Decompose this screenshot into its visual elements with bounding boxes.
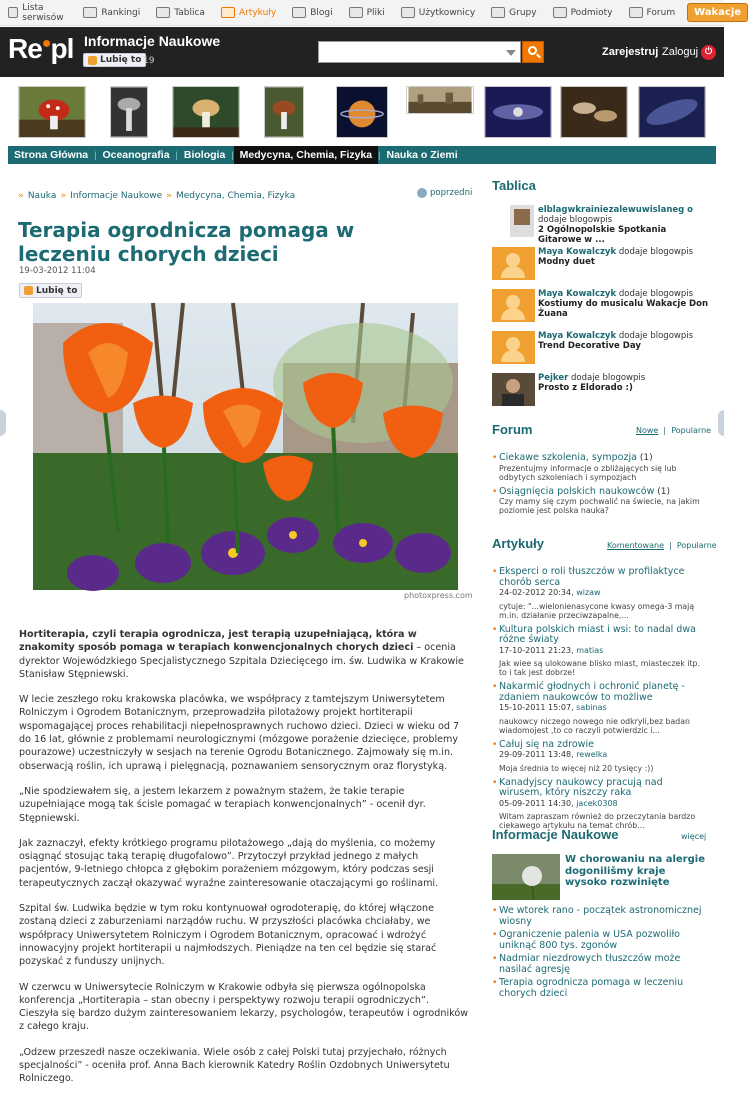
breadcrumb-nauka[interactable]: Nauka — [27, 191, 57, 201]
wiecej-link[interactable]: więcej — [681, 832, 707, 841]
article-title: Terapia ogrodnicza pomaga w leczeniu chorych dzieci — [18, 218, 355, 266]
thumbnail-forest-mushroom[interactable] — [172, 86, 240, 138]
breadcrumb-medycyna[interactable]: Medycyna, Chemia, Fizyka — [175, 191, 296, 201]
pin-icon — [156, 7, 170, 18]
list-item[interactable]: • Kultura polskich miast i wsi: to nadal dwa różne światy 17-10-2011 21:23, matias Jak wiee są ulokowane blisko miast, miasteczek itp. to i tak jest dobrze! — [492, 625, 706, 678]
avatar — [492, 247, 535, 280]
avatar — [492, 289, 535, 322]
edit-icon — [221, 7, 235, 18]
cat-strona-glowna[interactable]: Strona Główna — [14, 149, 89, 161]
previous-link[interactable]: poprzedni — [417, 188, 472, 198]
news-featured-title[interactable]: W chorowaniu na alergie dogonilišmy kraje wysoko rozwinięte — [565, 854, 705, 888]
informacje-list — [492, 906, 706, 1002]
nav-rankingi[interactable]: Rankingi — [75, 0, 148, 26]
image-icon — [349, 7, 363, 18]
chat-icon — [629, 7, 643, 18]
artykuly-tabs: Komentowane | Popularne — [607, 541, 717, 550]
cat-nauka-o-ziemi[interactable]: Nauka o Ziemi — [386, 149, 458, 161]
search-input[interactable] — [318, 41, 521, 63]
article-body — [19, 628, 471, 1098]
list-item[interactable]: • Eksperci o roli tłuszczów w profilaktyce chorób serca 24-02-2012 20:34, wizaw cytuje: "...wielonienasycone kwasy omega-3 mają m.in. działanie przeciwzapalne,... — [492, 567, 706, 620]
double-chevron-icon: » — [18, 191, 24, 201]
breadcrumb-informacje[interactable]: Informacje Naukowe — [70, 191, 163, 201]
double-chevron-icon: » — [166, 191, 172, 201]
tab-nowe[interactable]: Nowe — [636, 426, 659, 435]
tab-popularne[interactable]: Popularne — [671, 426, 712, 435]
thumbnail-planet[interactable] — [336, 86, 388, 138]
cat-biologia[interactable]: Biologia — [183, 149, 226, 161]
list-item[interactable]: • Ograniczenie palenia w USA pozwoliło uniknąć 800 tys. zgonów — [492, 930, 706, 951]
avatar — [492, 373, 535, 406]
next-page-arrow[interactable] — [718, 410, 724, 436]
login-link[interactable]: Zaloguj — [662, 46, 699, 58]
article-lead: Hortiterapia, czyli terapia ogrodnicza, jest terapią uzupełniającą, która w znakomity sposób pomaga w terapiach konwencjonalnych chorych dzieci – ocenia dyrektor Wojewódzkiego Specjalistycznego Szpitala Dziecięcego im. św. Ludwika w Krakowie Stanisław Stępniewski. — [19, 629, 464, 680]
logo-dot-icon: ● — [41, 35, 51, 52]
nav-lista-serwisow[interactable]: Lista serwisów — [0, 0, 75, 26]
site-logo[interactable]: Re●pl — [8, 33, 74, 64]
forum-list — [492, 453, 706, 520]
list-item[interactable]: • Całuj się na zdrowie 29-09-2011 13:48, rewelka Moja średnia to więcej niż 20 tysięcy :)) — [492, 740, 706, 773]
forum-heading[interactable]: Forum — [492, 422, 533, 437]
article-paragraph: Jak zaznaczył, efekty krótkiego programu pilotażowego „dają do myślenia, co możemy osiągnąć stosując taką terapię długofalowo”. Przytoczył przykład jednego z małych pacjentów, 9-letniego chłopca z głębokim porażeniem mózgowym, który podczas sesji terapeutycznych zaczął okazywać wyraźne zainteresowanie otaczającymi go roślinami. — [19, 837, 439, 889]
building-icon — [553, 7, 567, 18]
news-photo-dandelion[interactable] — [492, 854, 560, 900]
nav-tablica[interactable]: Tablica — [148, 0, 213, 26]
chevron-down-icon[interactable] — [506, 50, 516, 56]
thumbnail-brown-mushroom[interactable] — [264, 86, 304, 138]
informacje-heading[interactable]: Informacje Naukowe — [492, 827, 619, 842]
list-item[interactable]: • Terapia ogrodnicza pomaga w leczeniu chorych dzieci — [492, 978, 706, 999]
nav-uzytkownicy[interactable]: Użytkownicy — [393, 0, 483, 26]
wakacje-button[interactable]: Wakacje — [687, 3, 748, 22]
header-like-button[interactable]: Lubię to — [83, 53, 146, 67]
list-item[interactable]: • Kanadyjscy naukowcy pracują nad wirusem, który niszczy raka 05-09-2011 14:30, jacek0308 Witam zapraszam również do przeczytania bardzo ciekawego artykułu na temat chrób... — [492, 778, 706, 831]
tab-komentowane[interactable]: Komentowane — [607, 541, 664, 550]
cat-medycyna[interactable]: Medycyna, Chemia, Fizyka — [234, 146, 378, 164]
like-count: 19 — [143, 56, 155, 66]
prev-page-arrow[interactable] — [0, 410, 6, 436]
thumbnail-nebula[interactable] — [638, 86, 706, 138]
list-item[interactable]: • Osiągnięcia polskich naukowców (1) Czy mamy się czym pochwalić na świecie, na jakim poziomie jest polska nauka? — [492, 487, 706, 516]
list-item[interactable]: • Nakarmić głodnych i ochronić planetę - zdaniem naukowców to możliwe 15-10-2011 15:07, sabinas naukowcy niczego nowego nie odkryli,bez badan wiadomojest ,to co raczyli potwierdzic i... — [492, 682, 706, 735]
list-item[interactable]: • Ciekawe szkolenia, sympozja (1) Prezentujmy informacje o zbliżających się lub odbytych szkoleniach i sympozjach — [492, 453, 706, 482]
thumbs-up-icon — [24, 286, 33, 295]
nav-blogi[interactable]: Blogi — [284, 0, 340, 26]
arrow-left-icon — [417, 188, 427, 198]
search-button[interactable] — [522, 41, 544, 63]
thumbnail-strip — [0, 86, 724, 142]
article-like-button[interactable]: Lubię to — [19, 283, 82, 298]
category-bar: Strona Główna | Oceanografia | Biologia | Medycyna, Chemia, Fizyka | Nauka o Ziemi — [8, 146, 716, 164]
breadcrumb — [18, 191, 295, 201]
blog-thumbnail — [510, 205, 534, 237]
list-item[interactable]: • Nadmiar niezdrowych tłuszczów może nasilać agresję — [492, 954, 706, 975]
top-navigation — [0, 0, 742, 26]
thumbs-up-icon — [88, 56, 97, 65]
binoculars-icon — [8, 7, 18, 18]
tablica-heading[interactable]: Tablica — [492, 178, 536, 193]
nav-grupy[interactable]: Grupy — [483, 0, 544, 26]
forum-tabs: Nowe | Popularne — [636, 426, 712, 435]
artykuly-heading[interactable]: Artykuły — [492, 536, 545, 551]
section-title[interactable]: Informacje Naukowe — [84, 33, 221, 49]
thumbnail-galaxy[interactable] — [484, 86, 552, 138]
bar-chart-icon — [83, 7, 97, 18]
nav-artykuly[interactable]: Artykuły — [213, 0, 284, 26]
article-paragraph: „Nie spodziewałem się, a jestem lekarzem z poważnym stażem, że takie terapie uzupełniające mogą tak ścisle pomagać w terapiach konwencjonalnych” - ocenił dyr. Stępniewski. — [19, 785, 426, 824]
users-icon — [401, 7, 415, 18]
power-icon[interactable]: ⏻ — [701, 45, 716, 60]
nav-podmioty[interactable]: Podmioty — [545, 0, 621, 26]
photo-credit: photoxpress.com — [404, 591, 473, 600]
article-paragraph: W lecie zeszłego roku krakowska placówka, we współpracy z tamtejszym Uniwersytetem Rolniczym i Ogrodem Botanicznym, przeprowadziła pilotażowy projekt hortiterapii wspomagającej proces rehabilitacji niepełnosprawnych ruchowo dzieci. Dzieci w wieku od 7 do 16 lat, głównie z problemami neurologicznymi (mózgowe porażenie dziecięce, problemy pourazowe) uczestniczyły w sesjach na terenie Ogrodu Botanicznego. Zajmowały się m.in. obserwacją roślin, ich uprawą i pielęgnacją, poznawaniem sensorycznym oraz florystyką. — [19, 694, 460, 772]
document-icon — [292, 7, 306, 18]
nav-pliki[interactable]: Pliki — [341, 0, 393, 26]
article-paragraph: „Odzew przeszedł nasze oczekiwania. Wiele osób z całej Polski tutaj przyjechało, różnych specjalności” - oceniła prof. Anna Bach kierownik Katedry Roślin Ozdobnych Uniwersytetu Rolniczego. — [19, 1046, 450, 1085]
artykuly-list — [492, 567, 706, 835]
thumbnail-fungi[interactable] — [560, 86, 628, 138]
article-paragraph: Szpital św. Ludwika będzie w tym roku kontynuował ogrodoterapię, do której włączone zostaną dzieci z zaburzeniami narządów ruchu. W przyszłości placówka chciałaby, we współpracy Uniwersytetem Rolniczym i Ogrodem Botanicznym, opracować i wdrożyć innowacyjny projekt hortiterapii u najmłodszych. Pieniądze na ten cel będzie się starać pozyskać z funduszy unijnych. — [19, 903, 437, 968]
thumbnail-city[interactable] — [406, 86, 474, 114]
cat-oceanografia[interactable]: Oceanografia — [102, 149, 170, 161]
list-item[interactable]: • We wtorek rano - początek astronomicznej wiosny — [492, 906, 706, 927]
double-chevron-icon: » — [60, 191, 67, 201]
article-date: 19-03-2012 11:04 — [19, 266, 96, 276]
register-link[interactable]: Zarejestruj — [602, 46, 659, 58]
thumbnail-mushroom[interactable] — [18, 86, 86, 138]
avatar — [492, 331, 535, 364]
nav-forum[interactable]: Forum — [621, 0, 684, 26]
thumbnail-dark-mushroom[interactable] — [110, 86, 148, 138]
tab-popularne[interactable]: Popularne — [676, 541, 717, 550]
group-icon — [491, 7, 505, 18]
article-paragraph: W czerwcu w Uniwersytecie Rolniczym w Krakowie odbyła się pierwsza ogólnopolska konferencja „Hortiterapia – stan obecny i perspektywy rozwoju terapii ogrodniczych”. Cieszyła się bardzo dużym zainteresowaniem lekarzy, psychologów, terapeutów i ogrodników z całego kraju. — [19, 981, 469, 1033]
article-photo-tulips — [33, 303, 458, 590]
